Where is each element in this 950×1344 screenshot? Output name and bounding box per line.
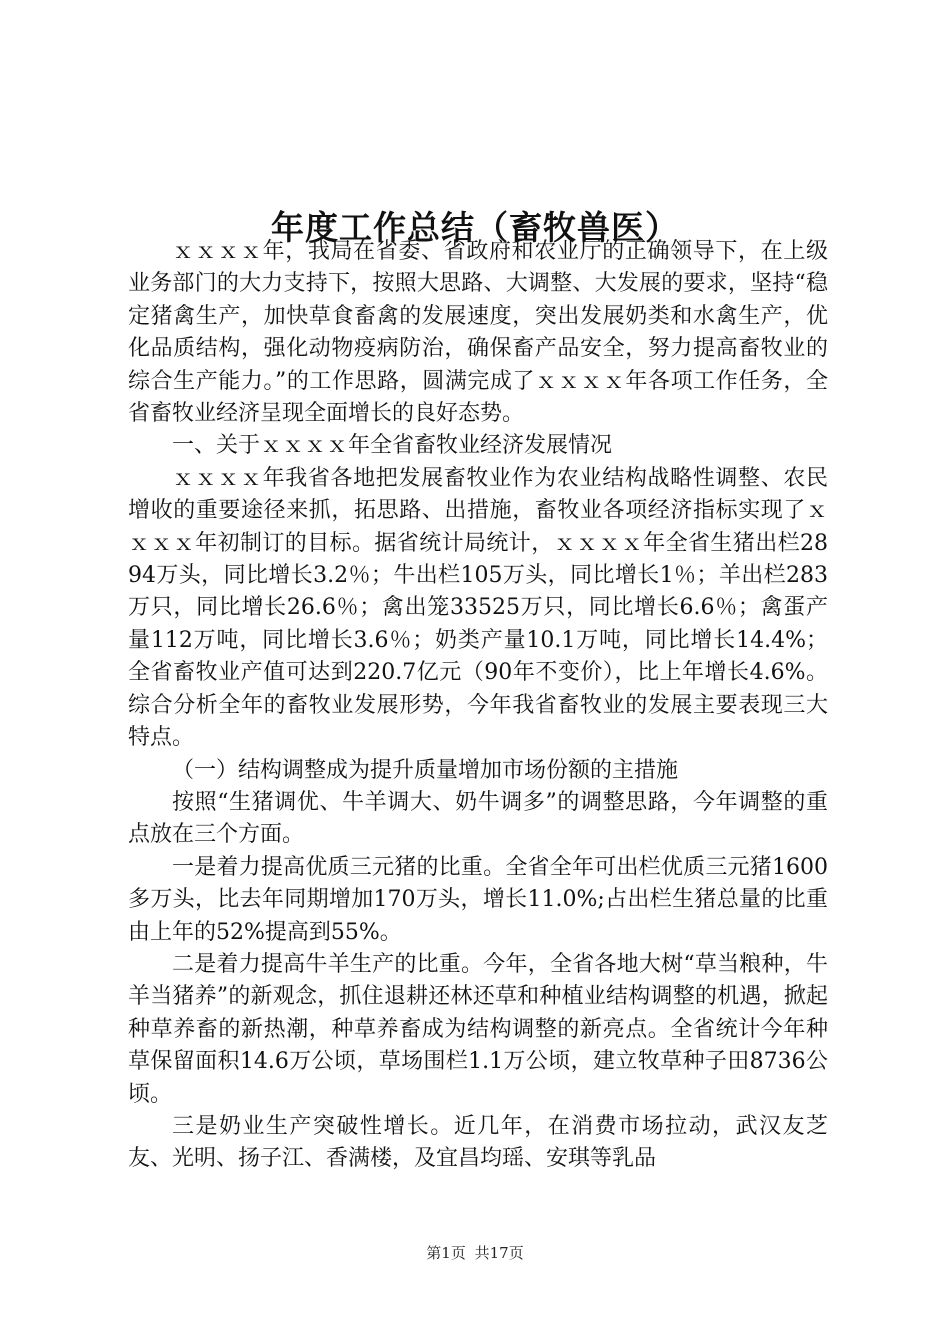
paragraph-point-1: 一是着力提高优质三元猪的比重。全省全年可出栏优质三元猪1600多万头，比去年同期增加170万头，增长11.0%;占出栏生猪总量的比重由上年的52%提高到55%。 [128,854,828,945]
paragraph-point-3: 三是奶业生产突破性增长。近几年，在消费市场拉动，武汉友芝友、光明、扬子江、香满楼，及宜昌均瑶、安琪等乳品 [128,1113,828,1172]
paragraph-statistics: ｘｘｘｘ年我省各地把发展畜牧业作为农业结构战略性调整、农民增收的重要途径来抓，拓思路、出措施，畜牧业各项经济指标实现了ｘｘｘｘ年初制订的目标。据省统计局统计，ｘｘｘｘ年全省生猪出栏2894万头，同比增长3.2％；牛出栏105万头，同比增长1％；羊出栏283万只，同比增长26.6％；禽出笼33525万只，同比增长6.6％；禽蛋产量112万吨，同比增长3.6％；奶类产量10.1万吨，同比增长14.4%；全省畜牧业产值可达到220.7亿元（90年不变价），比上年增长4.6%。综合分析全年的畜牧业发展形势，今年我省畜牧业的发展主要表现三大特点。 [128,465,828,751]
section-heading-1: 一、关于ｘｘｘｘ年全省畜牧业经济发展情况 [172,433,613,459]
page-footer [0,1243,950,1263]
subsection-heading-1: （一）结构调整成为提升质量增加市场份额的主措施 [172,757,679,783]
paragraph-intro: ｘｘｘｘ年，我局在省委、省政府和农业厅的正确领导下，在上级业务部门的大力支持下，按照大思路、大调整、大发展的要求，坚持“稳定猪禽生产，加快草食畜禽的发展速度，突出发展奶类和水禽生产，优化品质结构，强化动物疫病防治，确保畜产品安全，努力提高畜牧业的综合生产能力。”的工作思路，圆满完成了ｘｘｘｘ年各项工作任务，全省畜牧业经济呈现全面增长的良好态势。 [128,239,828,427]
document-title: 年度工作总结（畜牧兽医） [271,208,679,248]
document-body [128,236,828,1176]
total-pages: 共17页 [474,1244,524,1262]
paragraph-point-2: 二是着力提高牛羊生产的比重。今年，全省各地大树“草当粮种，牛羊当猪养”的新观念，抓住退耕还林还草和种植业结构调整的机遇，掀起种草养畜的新热潮，种草养畜成为结构调整的新亮点。全省统计今年种草保留面积14.6万公顷，草场围栏1.1万公顷，建立牧草种子田8736公顷。 [128,951,828,1107]
page-number: 第1页 [426,1244,466,1262]
paragraph-adjustment: 按照“生猪调优、牛羊调大、奶牛调多”的调整思路，今年调整的重点放在三个方面。 [128,789,828,848]
